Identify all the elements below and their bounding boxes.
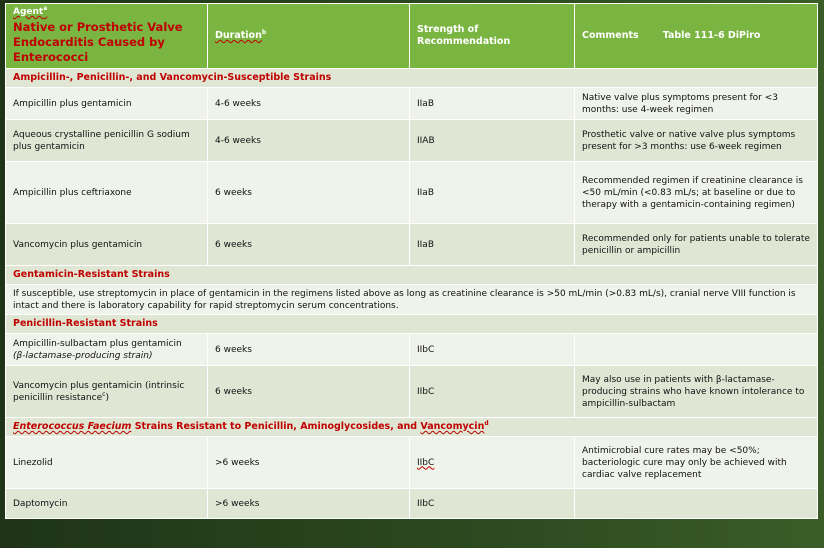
comment-cell: Native valve plus symptoms present for <3 months: use 4-week regimen [575, 88, 818, 120]
strength-cell: IIaB [410, 88, 575, 120]
table-row [6, 224, 818, 266]
table-row [6, 88, 818, 120]
duration-cell: 6 weeks [208, 334, 410, 366]
agent-label: Agent$^a$ [13, 5, 48, 17]
duration-cell: >6 weeks [208, 437, 410, 489]
comment-cell [575, 489, 818, 519]
comment-cell: May also use in patients with β-lactamase-producing strains who have known intolerance to ampicillin-sulbactam [575, 366, 818, 418]
strength-cell: IIbC [410, 334, 575, 366]
duration-cell: 6 weeks [208, 162, 410, 224]
endocarditis-table [5, 3, 818, 519]
comment-cell: Antimicrobial cure rates may be <50%; bacteriologic cure may only be achieved with cardiac valve replacement [575, 437, 818, 489]
header-duration: Duration$^b$ [208, 4, 410, 69]
agent-cell: Ampicillin plus ceftriaxone [6, 162, 208, 224]
note-row [6, 285, 818, 315]
agent-cell: Linezolid [6, 437, 208, 489]
table-row [6, 162, 818, 224]
section-gentamicin-resistant: Gentamicin-Resistant Strains [6, 266, 818, 285]
agent-cell: Ampicillin plus gentamicin [6, 88, 208, 120]
header-strength: Strength of Recommendation [410, 4, 575, 69]
strength-cell: IIaB [410, 162, 575, 224]
strength-cell: IIAB [410, 120, 575, 162]
strength-cell: IIaB [410, 224, 575, 266]
section-row [6, 315, 818, 334]
table-reference: Table 111-6 DiPiro [662, 30, 761, 41]
table-row [6, 120, 818, 162]
section-penicillin-resistant: Penicillin-Resistant Strains [6, 315, 818, 334]
header-agent [6, 4, 208, 69]
header-row [6, 4, 818, 69]
agent-cell: Vancomycin plus gentamicin (intrinsic penicillin resistance$^c$) [6, 366, 208, 418]
strength-cell: IIbC [410, 437, 575, 489]
duration-cell: 4-6 weeks [208, 120, 410, 162]
comment-cell: Recommended regimen if creatinine clearance is <50 mL/min (<0.83 mL/s; at baseline or due to therapy with a gentamicin-containing regimen) [575, 162, 818, 224]
table-row [6, 334, 818, 366]
duration-cell: >6 weeks [208, 489, 410, 519]
section-row [6, 418, 818, 437]
agent-cell: Aqueous crystalline penicillin G sodium plus gentamicin [6, 120, 208, 162]
comment-cell: Prosthetic valve or native valve plus symptoms present for >3 months: use 6-week regimen [575, 120, 818, 162]
header-comments: Comments Table 111-6 DiPiro [575, 4, 818, 69]
table-row [6, 366, 818, 418]
strength-cell: IIbC [410, 489, 575, 519]
table-row [6, 437, 818, 489]
gentamicin-note: If susceptible, use streptomycin in place of gentamicin in the regimens listed above as long as creatinine clearance is >50 mL/min (>0.83 mL/s), cranial nerve VIII function is intact and there is laboratory capability for rapid streptomycin serum concentrations. [6, 285, 818, 315]
section-faecium: Enterococcus Faecium Strains Resistant to Penicillin, Aminoglycosides, and Vancomycin$^d$ [6, 418, 818, 437]
agent-cell: Ampicillin-sulbactam plus gentamicin (β-lactamase-producing strain) [6, 334, 208, 366]
section-susceptible: Ampicillin-, Penicillin-, and Vancomycin-Susceptible Strains [6, 69, 818, 88]
duration-cell: 6 weeks [208, 366, 410, 418]
section-row [6, 69, 818, 88]
comment-cell: Recommended only for patients unable to tolerate penicillin or ampicillin [575, 224, 818, 266]
section-row [6, 266, 818, 285]
agent-cell: Daptomycin [6, 489, 208, 519]
table-row [6, 489, 818, 519]
comment-cell [575, 334, 818, 366]
strength-cell: IIbC [410, 366, 575, 418]
table-title: Native or Prosthetic Valve Endocarditis Caused by Enterococci [13, 20, 183, 64]
duration-cell: 6 weeks [208, 224, 410, 266]
duration-cell: 4-6 weeks [208, 88, 410, 120]
agent-cell: Vancomycin plus gentamicin [6, 224, 208, 266]
